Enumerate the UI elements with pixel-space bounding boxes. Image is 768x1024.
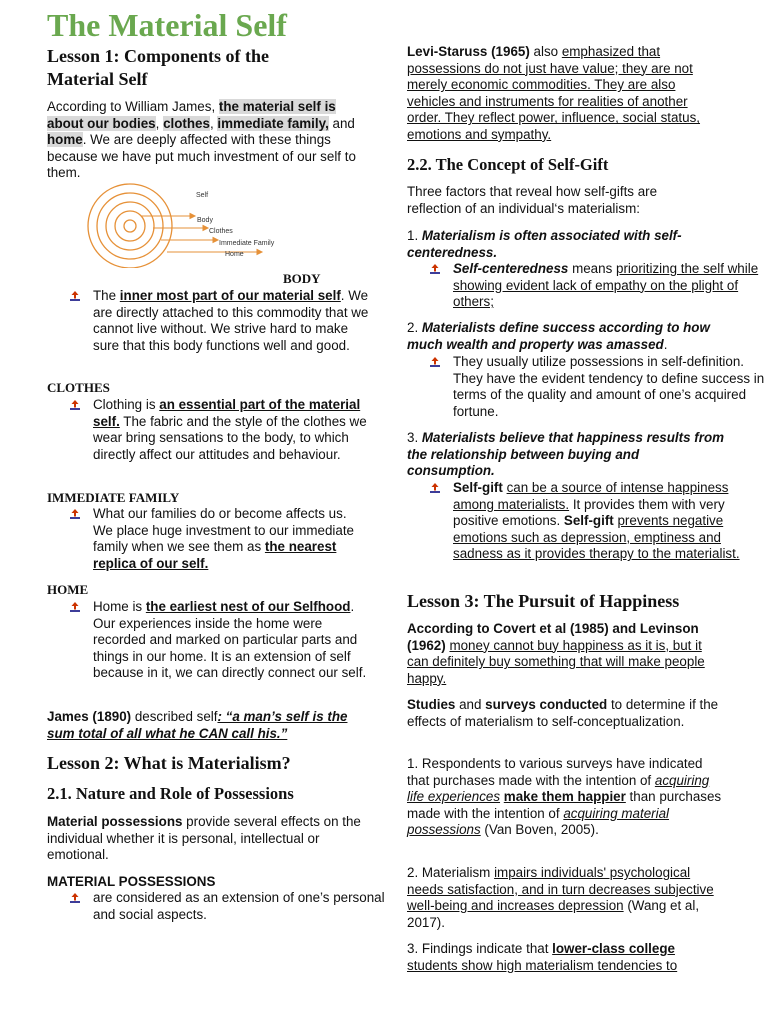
finding-1: 1. Respondents to various surveys have indicated that purchases made with the intention of acquiring life experiences make them happier than purchases made with the intention of acquiring material possessions (Van Boven, 2005). xyxy=(407,756,722,838)
factor-3: 3. Materialists believe that happiness results from the relationship between buying and consumption. xyxy=(407,430,725,479)
factor-1-bullet: Self-centeredness means prioritizing the self while showing evident lack of empathy on the plight of others; xyxy=(407,261,768,311)
clothes-bullet: Clothing is an essential part of the material self. The fabric and the style of the clothes we wear bring sensations to the body, to which directly affect our attitudes and behaviour. xyxy=(47,397,369,463)
possessions-paragraph: Material possessions provide several effects on the individual whether it is personal, intellectual or emotional. xyxy=(47,814,361,863)
ring-body xyxy=(115,211,145,241)
finding-3: 3. Findings indicate that lower-class college students show high materialism tendencies to xyxy=(407,941,678,973)
lesson3-heading: Lesson 3: The Pursuit of Happiness xyxy=(407,591,680,611)
clothes-heading: CLOTHES xyxy=(47,380,110,395)
family-bullet: What our families do or become affects us. We place huge investment to our immediate family when we see them as the nearest replica of our self. xyxy=(47,506,369,572)
levi-strauss-paragraph: Levi-Staruss (1965) also emphasized that possessions do not just have value; they are not merely economic commodities. They are also vehicles and instruments for realities of another order. They reflect power, influence, social status, emotions and sympathy. xyxy=(407,44,701,142)
bullet-arrow-icon xyxy=(69,601,81,613)
ring-family xyxy=(97,193,163,259)
studies-paragraph: Studies and surveys conducted to determine if the effects of materialism to self-conceptualization. xyxy=(407,697,719,729)
ring-home xyxy=(88,184,172,268)
james-quote: James (1890) described self: “a man’s self is the sum total of all what he CAN call his.” xyxy=(47,709,348,741)
bullet-arrow-icon xyxy=(69,399,81,411)
family-heading: IMMEDIATE FAMILY xyxy=(47,490,180,505)
finding-2: 2. Materialism impairs individuals' psychological needs satisfaction, and in turn decreases subjective well-being and increases depression (Wang et al, 2017). xyxy=(407,865,714,930)
bullet-arrow-icon xyxy=(69,892,81,904)
bullet-arrow-icon xyxy=(69,508,81,520)
factor-1: 1. Materialism is often associated with self-centeredness. xyxy=(407,228,682,260)
bullet-arrow-icon xyxy=(429,482,441,494)
lesson2-sub2-heading: 2.2. The Concept of Self-Gift xyxy=(407,155,609,174)
three-factors-intro: Three factors that reveal how self-gifts are reflection of an individual‘s materialism: xyxy=(407,184,658,216)
diagram-label-self: Self xyxy=(196,192,209,199)
diagram-label-family: Immediate Family xyxy=(219,240,275,247)
home-bullet: Home is the earliest nest of our Selfhood. Our experiences inside the home were recorded and marked on particular parts and things in our home. It is an extension of self because in it, we can directly connect our self. xyxy=(47,599,369,682)
diagram-label-body: Body xyxy=(197,217,213,224)
ring-self xyxy=(124,220,136,232)
covert-paragraph: According to Covert et al (1985) and Levinson (1962) money cannot buy happiness as it is, but it can definitely buy something that will make people happy. xyxy=(407,621,705,686)
bullet-arrow-icon xyxy=(69,290,81,302)
lesson1-intro: According to William James, the material self is about our bodies, clothes, immediate family, and home. We are deeply affected with these things because we have put much investment of our self to them. xyxy=(47,99,356,181)
page-title: The Material Self xyxy=(47,7,287,43)
material-possessions-heading: MATERIAL POSSESSIONS xyxy=(47,874,216,889)
factor-2: 2. Materialists define success according to how much wealth and property was amassed. xyxy=(407,320,710,352)
material-possessions-bullet: are considered as an extension of one’s personal and social aspects. xyxy=(47,890,393,923)
home-heading: HOME xyxy=(47,582,89,597)
lesson2-sub1-heading: 2.1. Nature and Role of Possessions xyxy=(47,784,294,803)
lesson2-heading: Lesson 2: What is Materialism? xyxy=(47,753,291,773)
material-self-diagram xyxy=(85,182,325,268)
bullet-arrow-icon xyxy=(429,356,441,368)
factor-3-bullet: Self-gift can be a source of intense happiness among materialists. It provides them with very positive emotions. Self-gift prevents negative emotions such as depression, emptiness and sadness as it provides therapy to the materialist. xyxy=(407,480,768,563)
factor-2-bullet: They usually utilize possessions in self-definition. They have the evident tendency to define success in terms of the quality and amount of one’s acquired fortune. xyxy=(407,354,768,420)
ring-clothes xyxy=(106,202,154,250)
diagram-label-home: Home xyxy=(225,251,244,258)
bullet-arrow-icon xyxy=(429,263,441,275)
body-heading: BODY xyxy=(283,271,321,286)
body-bullet: The inner most part of our material self. We are directly attached to this commodity that we cannot live without. We strive hard to make sure that this body functions well and good. xyxy=(47,288,369,354)
diagram-label-clothes: Clothes xyxy=(209,228,233,235)
lesson1-heading: Lesson 1: Components of the Material Self xyxy=(47,46,270,89)
